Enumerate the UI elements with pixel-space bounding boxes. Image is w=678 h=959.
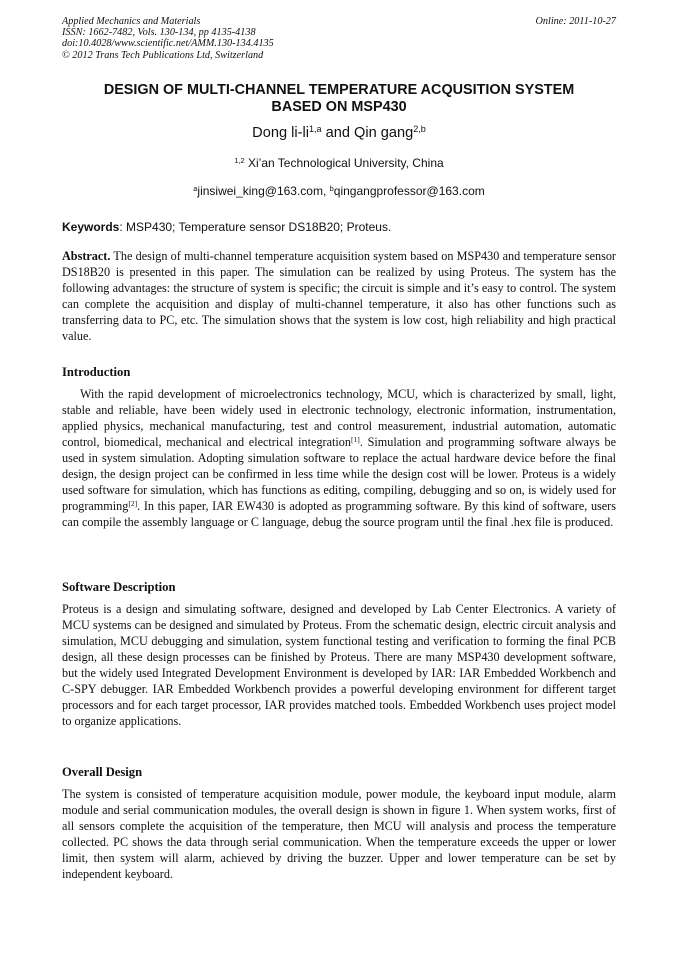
email-a: jinsiwei_king@163.com,	[197, 184, 330, 198]
abstract	[62, 248, 616, 344]
overall-design-heading: Overall Design	[62, 765, 143, 779]
software-description-heading: Software Description	[62, 580, 176, 594]
introduction-heading: Introduction	[62, 365, 131, 379]
intro-text-1: With the rapid development of microelectronics technology, MCU, which is characterized by small, light, stable and reliable, have been widely used in electronic technology, electronic information, instrumentation, applied physics, mechanical manufacturing, test and control measurement, industrial automation, automatic control, biomedical, mechanical and electrical integration	[62, 387, 616, 449]
author-conjunction: and	[321, 125, 354, 141]
intro-text-3: . In this paper, IAR EW430 is adopted as programming software. By this kind of software, users can compile the assembly language or C language, debug the source program until the final .hex file is produced.	[62, 499, 616, 529]
author-2-affiliation-mark: 2,b	[413, 124, 426, 135]
journal-name: Applied Mechanics and Materials	[62, 16, 201, 27]
software-description-paragraph: Proteus is a design and simulating software, designed and developed by Lab Center Electronics. A variety of MCU systems can be designed and simulated by Proteus. From the schematic design, electric circuit analysis and simulation, MCU debugging and simulation, system functional testing and verification to forming the final PCB design, all these design processes can be finished by Proteus. There are many MSP430 development software, but the widely used Integrated Development Environment is developed by IAR: IAR Embedded Workbench and C-SPY debugger. IAR Embedded Workbench provides a powerful developing environment for different target processors and for each target processor, IAR provides matched tools. Embedded Workbench uses project model to organize applications.	[62, 602, 616, 728]
overall-design-paragraph: The system is consisted of temperature acquisition module, power module, the keyboard input module, alarm module and serial communication modules, the overall design is shown in figure 1. When system works, first of all sensors complete the acquisition of the temperature, then MCU will analysis and process the temperature collected. PC shows the data through serial communication. When the temperature exceeds the upper or lower limit, then system will alarm, achieved by driving the buzzer. Upper and lower temperature can be set by independent keyboard.	[62, 787, 616, 881]
citation-1: [1]	[350, 434, 360, 444]
issn-line: ISSN: 1662-7482, Vols. 130-134, pp 4135-4138	[62, 27, 256, 39]
abstract-text: The design of multi-channel temperature acquisition system based on MSP430 and temperature sensor DS18B20 is presented in this paper. The simulation can be realized by using Proteus. The system has the following advantages: the structure of system is specific; the circuit is simple and it’s easy to control. The system can complete the acquisition and display of multi-channel temperature, it also has other functions such as transferring data to PC, etc. The simulation shows that the system is low cost, high reliability and high practical value.	[62, 249, 616, 343]
author-2: Qin gang	[354, 125, 414, 141]
paper-title	[62, 82, 616, 116]
email-b-mark: b	[329, 183, 334, 193]
introduction-paragraph	[62, 386, 616, 530]
affiliation	[62, 156, 616, 170]
intro-text-2: . Simulation and programming software always be used in system simulation. Adopting simulation software to replace the actual hardware device before the final design, the design project can be confirmed in less time while the design cost will be lower. Proteus is a widely used software for simulation, which has functions as editing, compiling, debugging and so on, is widely used for programming	[62, 435, 616, 513]
keywords-text: : MSP430; Temperature sensor DS18B20; Proteus.	[119, 220, 392, 234]
email-a-mark: a	[193, 183, 198, 193]
journal-header	[62, 16, 616, 61]
author-1-affiliation-mark: 1,a	[308, 124, 322, 135]
author-1: Dong li-li	[252, 125, 309, 141]
email-b: qingangprofessor@163.com	[333, 184, 485, 198]
keywords-label: Keywords	[62, 220, 120, 234]
citation-2: [2]	[128, 498, 138, 508]
affiliation-mark: 1,2	[234, 155, 245, 165]
copyright-line: © 2012 Trans Tech Publications Ltd, Switzerland	[62, 49, 264, 61]
author-emails	[62, 184, 616, 198]
doi-line: doi:10.4028/www.scientific.net/AMM.130-134.4135	[62, 38, 274, 50]
title-line-2: BASED ON MSP430	[271, 99, 407, 115]
keywords	[62, 220, 616, 234]
online-date: Online: 2011-10-27	[535, 16, 616, 27]
title-line-1: DESIGN OF MULTI-CHANNEL TEMPERATURE ACQUSITION SYSTEM	[103, 82, 575, 98]
author-list	[62, 124, 616, 142]
affiliation-text: Xi’an Technological University, China	[244, 156, 444, 170]
abstract-label: Abstract.	[62, 249, 111, 263]
